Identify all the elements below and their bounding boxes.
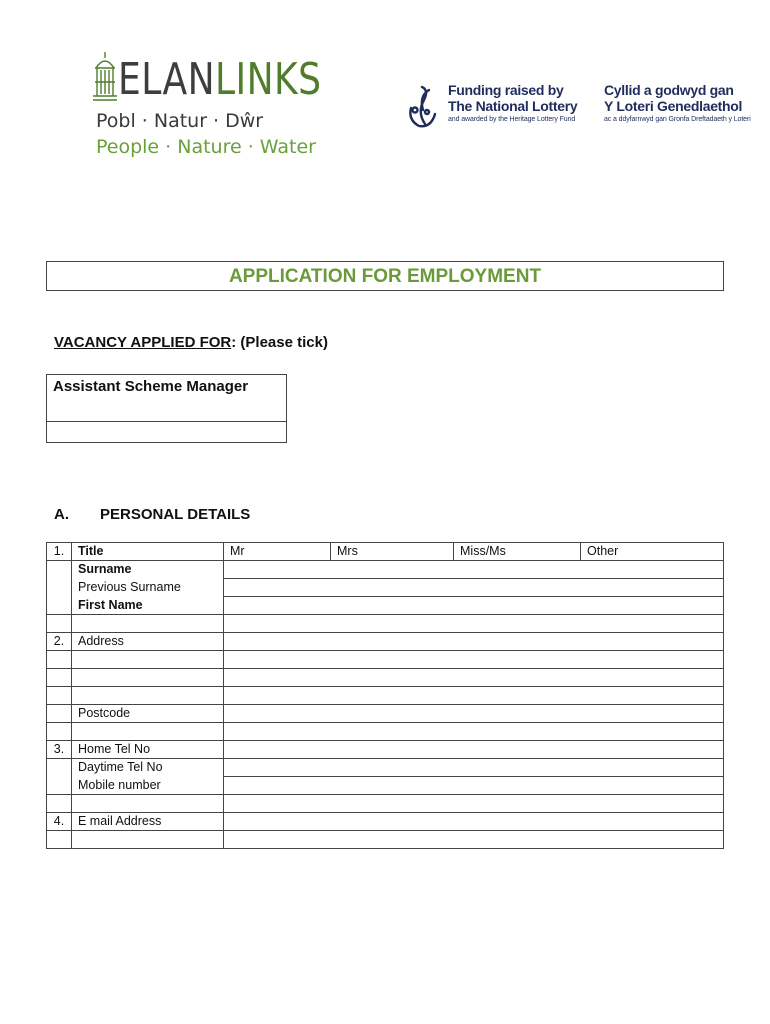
title-option-1[interactable]: Mrs — [331, 543, 454, 561]
row-number — [47, 597, 72, 615]
row-label: E mail Address — [72, 813, 224, 831]
logo-english-tagline: People · Nature · Water — [96, 136, 316, 158]
row-label: Title — [72, 543, 224, 561]
table-row — [47, 777, 724, 795]
row-number: 3. — [47, 741, 72, 759]
input-field[interactable] — [224, 561, 724, 579]
form-title: APPLICATION FOR EMPLOYMENT — [228, 266, 542, 287]
row-number — [47, 615, 72, 633]
row-number — [47, 723, 72, 741]
row-label — [72, 651, 224, 669]
row-label: Address — [72, 633, 224, 651]
table-row — [47, 687, 724, 705]
personal-details-table — [46, 542, 724, 849]
row-label: Postcode — [72, 705, 224, 723]
lottery-cy-subtitle: ac a ddyfarnwyd gan Gronfa Dreftadaeth y Loteri — [604, 116, 751, 123]
table-row — [47, 759, 724, 777]
table-row — [47, 723, 724, 741]
row-label — [72, 687, 224, 705]
row-label — [72, 669, 224, 687]
input-field[interactable] — [224, 723, 724, 741]
input-field[interactable] — [224, 597, 724, 615]
table-row — [47, 597, 724, 615]
form-title-box — [46, 261, 724, 291]
input-field[interactable] — [224, 669, 724, 687]
row-number: 4. — [47, 813, 72, 831]
vacancy-table — [46, 374, 287, 443]
input-field[interactable] — [224, 633, 724, 651]
lottery-en-subtitle: and awarded by the Heritage Lottery Fund — [448, 116, 576, 123]
tower-icon — [90, 50, 120, 102]
table-row — [47, 669, 724, 687]
row-number — [47, 795, 72, 813]
table-row — [47, 561, 724, 579]
input-field[interactable] — [224, 813, 724, 831]
row-number — [47, 561, 72, 579]
input-field[interactable] — [224, 795, 724, 813]
vacancy-instruction: : (Please tick) — [231, 334, 328, 351]
logo-wordmark: ELANLINKS — [118, 54, 322, 105]
table-row — [47, 651, 724, 669]
row-label: Previous Surname — [72, 579, 224, 597]
row-label: Mobile number — [72, 777, 224, 795]
row-number — [47, 687, 72, 705]
table-row — [47, 831, 724, 849]
input-field[interactable] — [224, 579, 724, 597]
input-field[interactable] — [224, 687, 724, 705]
row-label — [72, 831, 224, 849]
lottery-funding-logo — [405, 82, 765, 132]
row-number — [47, 579, 72, 597]
row-label: Surname — [72, 561, 224, 579]
lottery-cy-name: Y Loteri Genedlaethol — [604, 98, 743, 114]
section-title: PERSONAL DETAILS — [100, 506, 251, 523]
table-row — [47, 543, 724, 561]
lottery-cy-title: Cyllid a godwyd gan — [604, 82, 734, 98]
input-field[interactable] — [224, 705, 724, 723]
table-row — [47, 741, 724, 759]
table-row — [47, 813, 724, 831]
lottery-en-title: Funding raised by — [448, 82, 564, 98]
row-number — [47, 651, 72, 669]
row-number — [47, 777, 72, 795]
row-number: 2. — [47, 633, 72, 651]
vacancy-label: VACANCY APPLIED FOR — [54, 334, 232, 351]
logo-welsh-tagline: Pobl · Natur · Dŵr — [96, 110, 264, 132]
input-field[interactable] — [224, 741, 724, 759]
row-number — [47, 705, 72, 723]
crossed-fingers-icon — [405, 84, 441, 130]
input-field[interactable] — [224, 759, 724, 777]
row-label — [72, 795, 224, 813]
vacancy-tick-field[interactable] — [47, 422, 287, 443]
row-number — [47, 831, 72, 849]
table-row — [47, 579, 724, 597]
row-label — [72, 615, 224, 633]
title-option-0[interactable]: Mr — [224, 543, 331, 561]
input-field[interactable] — [224, 831, 724, 849]
table-row — [47, 705, 724, 723]
row-label: Daytime Tel No — [72, 759, 224, 777]
row-number — [47, 759, 72, 777]
table-row — [47, 615, 724, 633]
lottery-en-name: The National Lottery — [448, 98, 578, 114]
input-field[interactable] — [224, 651, 724, 669]
row-number: 1. — [47, 543, 72, 561]
section-letter: A. — [54, 506, 69, 523]
table-row — [47, 795, 724, 813]
elan-links-logo — [90, 48, 322, 163]
row-label: First Name — [72, 597, 224, 615]
title-option-3[interactable]: Other — [581, 543, 724, 561]
title-option-2[interactable]: Miss/Ms — [454, 543, 581, 561]
input-field[interactable] — [224, 615, 724, 633]
vacancy-heading — [54, 334, 328, 351]
input-field[interactable] — [224, 777, 724, 795]
row-label — [72, 723, 224, 741]
row-label: Home Tel No — [72, 741, 224, 759]
row-number — [47, 669, 72, 687]
vacancy-option: Assistant Scheme Manager — [47, 375, 287, 422]
table-row — [47, 633, 724, 651]
